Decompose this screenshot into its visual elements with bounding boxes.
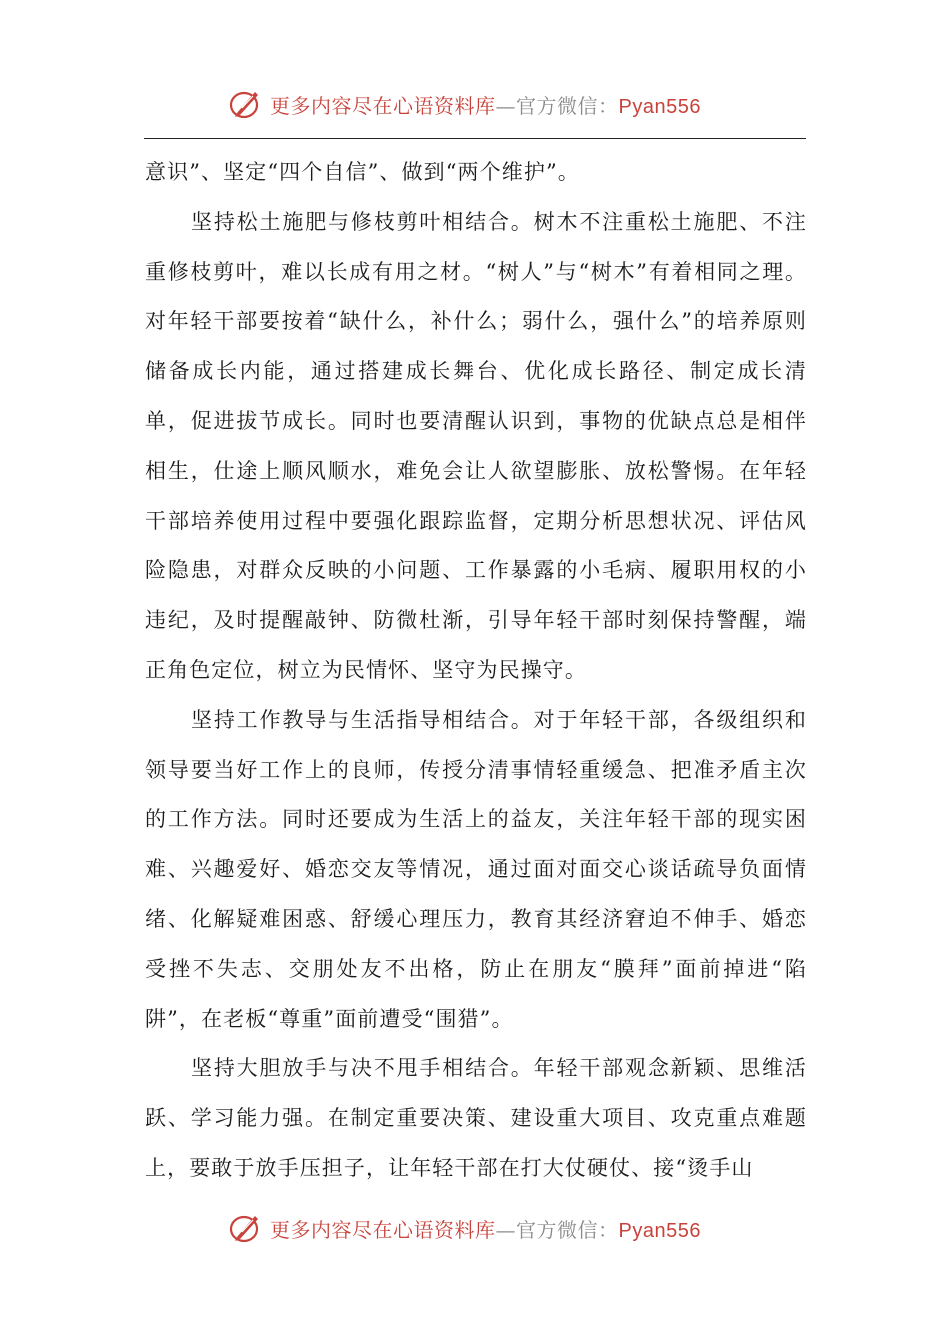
banner-wechat-label: —官方微信： [495,1217,619,1242]
banner-title: 更多内容尽在心语资料库 [270,93,496,118]
header-banner [228,84,748,124]
paragraph: 坚持松土施肥与修枝剪叶相结合。树木不注重松土施肥、不注重修枝剪叶，难以长成有用之材。“树人”与“树木”有着相同之理。对年轻干部要按着“缺什么，补什么；弱什么，强什么”的培养原则储备成长内能，通过搭建成长舞台、优化成长路径、制定成长清单，促进拔节成长。同时也要清醒认识到，事物的优缺点总是相伴相生，仕途上顺风顺水，难免会让人欲望膨胀、放松警惕。在年轻干部培养使用过程中要强化跟踪监督，定期分析思想状况、评估风险隐患，对群众反映的小问题、工作暴露的小毛病、履职用权的小违纪，及时提醒敲钟、防微杜渐，引导年轻干部时刻保持警醒，端正角色定位，树立为民情怀、坚守为民操守。 [145,209,807,682]
header-divider [144,138,806,139]
banner-wechat-id: Pyan556 [618,95,701,118]
footer-banner [228,1208,748,1248]
quill-logo-icon [228,86,264,122]
paragraph: 意识”、坚定“四个自信”、做到“两个维护”。 [145,160,580,184]
paragraph: 坚持工作教导与生活指导相结合。对于年轻干部，各级组织和领导要当好工作上的良师，传授分清事情轻重缓急、把准矛盾主次的工作方法。同时还要成为生活上的益友，关注年轻干部的现实困难、兴趣爱好、婚恋交友等情况，通过面对面交心谈话疏导负面情绪、化解疑难困惑、舒缓心理压力，教育其经济窘迫不伸手、婚恋受挫不失志、交朋处友不出格，防止在朋友“膜拜”面前掉进“陷阱”，在老板“尊重”面前遭受“围猎”。 [145,707,807,1031]
banner-wechat-label: —官方微信： [495,93,619,118]
quill-logo-icon [228,1210,264,1246]
banner-title: 更多内容尽在心语资料库 [270,1217,496,1242]
paragraph: 坚持大胆放手与决不甩手相结合。年轻干部观念新颖、思维活跃、学习能力强。在制定重要决策、建设重大项目、攻克重点难题上，要敢于放手压担子，让年轻干部在打大仗硬仗、接“烫手山 [145,1056,807,1180]
document-body [145,148,807,1194]
banner-wechat-id: Pyan556 [618,1219,701,1242]
